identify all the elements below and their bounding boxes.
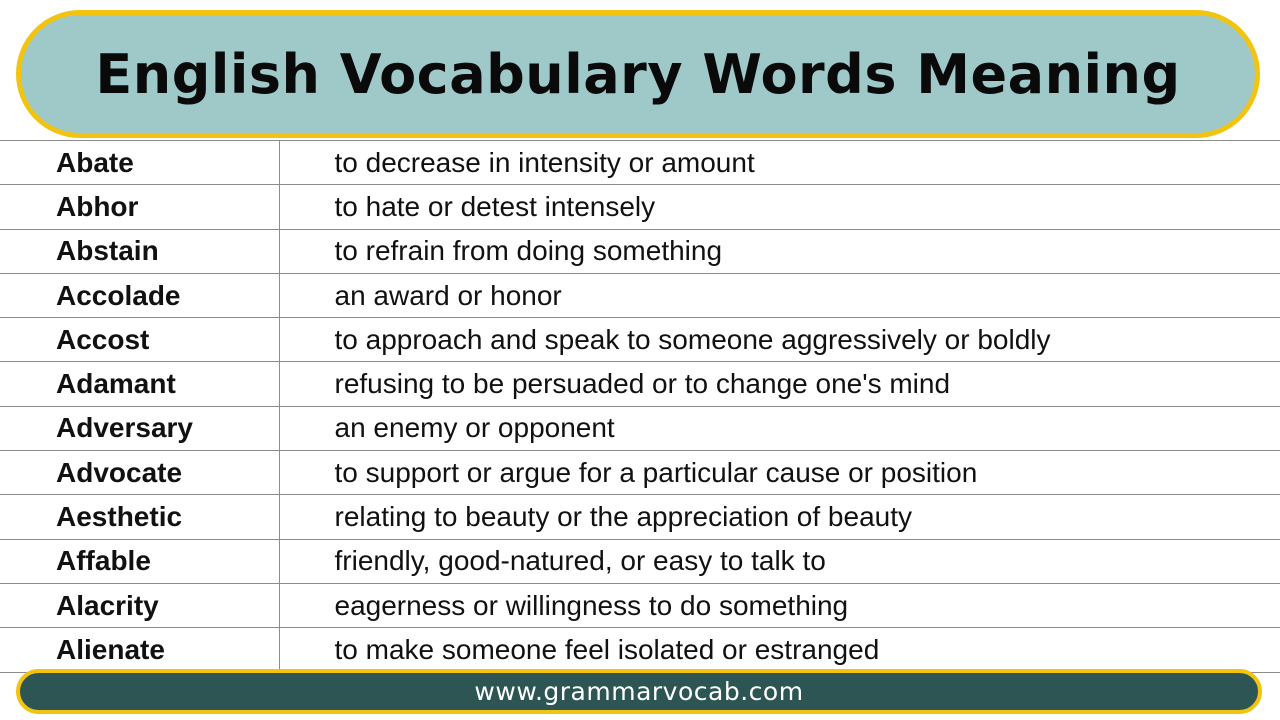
word-cell: Adamant [0,362,279,406]
table-row [0,451,1280,495]
word-cell: Adversary [0,406,279,450]
footer-banner [16,669,1262,714]
word-cell: Abhor [0,185,279,229]
meaning-cell: an enemy or opponent [279,406,1280,450]
table-row [0,583,1280,627]
word-cell: Alacrity [0,583,279,627]
table-row [0,273,1280,317]
vocabulary-table [0,140,1280,673]
meaning-cell: to support or argue for a particular cause or position [279,451,1280,495]
meaning-cell: to approach and speak to someone aggressively or boldly [279,318,1280,362]
meaning-cell: to decrease in intensity or amount [279,141,1280,185]
word-cell: Accost [0,318,279,362]
meaning-cell: an award or honor [279,273,1280,317]
table-row [0,495,1280,539]
meaning-cell: to hate or detest intensely [279,185,1280,229]
meaning-cell: friendly, good-natured, or easy to talk to [279,539,1280,583]
table-row [0,362,1280,406]
word-cell: Abstain [0,229,279,273]
table-row [0,141,1280,185]
meaning-cell: refusing to be persuaded or to change one's mind [279,362,1280,406]
table-row [0,628,1280,672]
word-cell: Affable [0,539,279,583]
word-cell: Abate [0,141,279,185]
word-cell: Aesthetic [0,495,279,539]
table-row [0,539,1280,583]
word-cell: Alienate [0,628,279,672]
page-title: English Vocabulary Words Meaning [95,42,1181,106]
word-cell: Advocate [0,451,279,495]
word-cell: Accolade [0,273,279,317]
website-url: www.grammarvocab.com [474,677,804,706]
title-banner [16,10,1260,138]
table-row [0,318,1280,362]
meaning-cell: relating to beauty or the appreciation of beauty [279,495,1280,539]
table-row [0,406,1280,450]
table-row [0,229,1280,273]
meaning-cell: to refrain from doing something [279,229,1280,273]
table-row [0,185,1280,229]
meaning-cell: to make someone feel isolated or estranged [279,628,1280,672]
meaning-cell: eagerness or willingness to do something [279,583,1280,627]
